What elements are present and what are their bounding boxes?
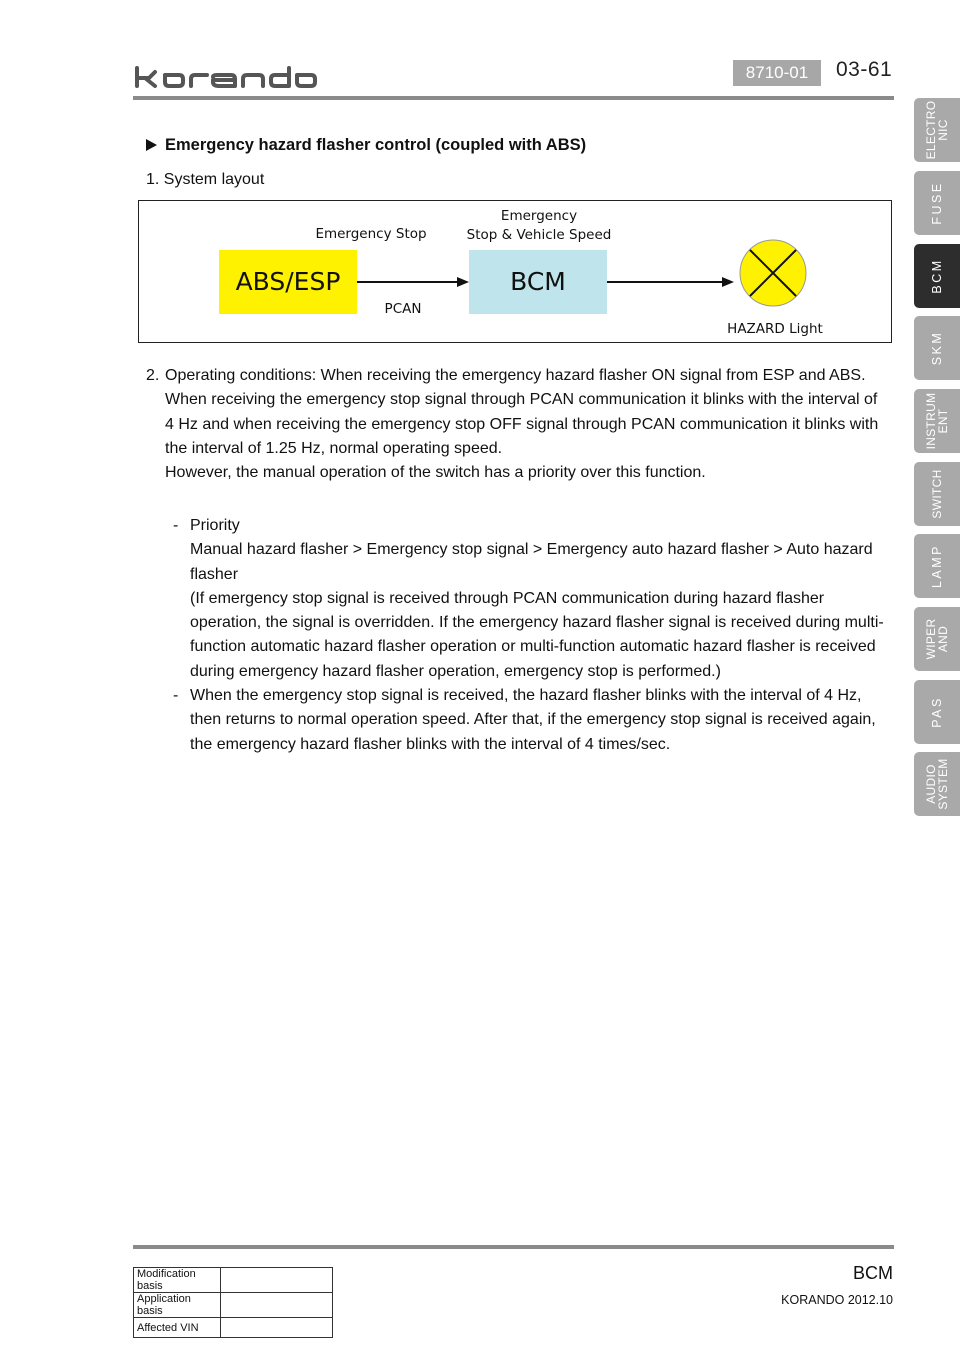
step-1-heading: 1. System layout	[146, 171, 265, 188]
section-title-text: Emergency hazard flasher control (coupled with ABS)	[165, 136, 587, 154]
page-number: 03-61	[836, 58, 893, 81]
header-divider	[133, 96, 894, 100]
svg-text:korando: korando	[133, 64, 137, 65]
tab-audio-system-label: AUDIO SYSTEM	[924, 758, 950, 810]
tab-pas[interactable]	[914, 680, 960, 744]
bullet-line: the emergency hazard flasher blinks with the interval of 4 times/sec.	[190, 735, 671, 753]
signal-2-line1-label: Emergency	[500, 208, 578, 224]
bullet-line: then returns to normal operation speed. After that, if the emergency stop signal is received again,	[190, 711, 876, 729]
doc-code-badge: 8710-01	[733, 60, 821, 86]
basis-key: Application basis	[134, 1293, 221, 1318]
hazard-light-label: HAZARD Light	[727, 321, 823, 337]
section-title	[146, 136, 586, 155]
triangle-bullet-icon	[146, 139, 157, 151]
step-2-line: However, the manual operation of the switch has a priority over this function.	[165, 464, 706, 482]
tab-fuse[interactable]	[914, 171, 960, 235]
tab-lamp[interactable]	[914, 534, 960, 598]
footer-section-name: BCM	[853, 1263, 893, 1283]
bullet-line: flasher	[190, 565, 239, 583]
bullet-item	[173, 514, 897, 684]
arrowhead-abs-to-bcm	[457, 277, 469, 287]
table-row	[134, 1268, 333, 1293]
korando-logo	[133, 64, 318, 90]
step-2-line: the interval of 1.25 Hz, normal operating speed.	[165, 439, 503, 457]
arrowhead-bcm-to-lamp	[722, 277, 734, 287]
footer-divider	[133, 1245, 894, 1249]
tab-bcm[interactable]	[914, 244, 960, 308]
tab-lamp-label: LAMP	[930, 543, 944, 589]
step-2-number: 2.	[146, 367, 160, 384]
tab-instrument[interactable]	[914, 389, 960, 453]
pcan-label: PCAN	[384, 301, 422, 317]
signal-2-line2-label: Stop & Vehicle Speed	[466, 227, 612, 243]
priority-bullets	[173, 514, 897, 757]
signal-emergency-stop-label: Emergency Stop	[315, 226, 427, 242]
step-2-line: 4 Hz and when receiving the emergency stop OFF signal through PCAN communication it blinks with	[165, 415, 879, 433]
bullet-dash: -	[173, 517, 179, 534]
step-2-line: Operating conditions: When receiving the emergency hazard flasher ON signal from ESP and ABS.	[165, 367, 866, 384]
basis-key: Modification basis	[134, 1268, 221, 1293]
footer-model: KORANDO 2012.10	[781, 1293, 893, 1307]
system-layout-diagram	[138, 200, 892, 343]
bullet-line: during emergency hazard flasher operation, emergency stop is performed.)	[190, 662, 721, 680]
bullet-line: (If emergency stop signal is received through PCAN communication during hazard flasher	[190, 589, 825, 607]
bullet-dash: -	[173, 687, 179, 705]
step-2-line: When receiving the emergency stop signal through PCAN communication it blinks with the interval of	[165, 391, 878, 409]
tab-wiper[interactable]	[914, 607, 960, 671]
table-row	[134, 1318, 333, 1338]
tab-pas-label: PAS	[930, 696, 944, 728]
revision-basis-table	[133, 1267, 333, 1338]
bullet-line: Priority	[190, 517, 240, 534]
tab-instrument-label: INSTRUM ENT	[924, 392, 950, 450]
step-2-paragraph	[146, 364, 896, 485]
bcm-box: BCM	[469, 250, 607, 314]
tab-skm[interactable]	[914, 316, 960, 380]
tab-wiper-label: WIPER AND	[924, 618, 950, 660]
diagram-connectors	[139, 201, 893, 344]
hazard-lamp-icon	[740, 240, 806, 306]
abs-esp-box: ABS/ESP	[219, 250, 357, 314]
bullet-line: operation, the signal is overridden. If the emergency hazard flasher signal is received during multi-	[190, 614, 884, 632]
basis-key: Affected VIN	[134, 1318, 221, 1338]
tab-bcm-label: BCM	[930, 258, 944, 294]
table-row	[134, 1293, 333, 1318]
tab-skm-label: SKM	[930, 330, 944, 366]
bullet-line: When the emergency stop signal is received, the hazard flasher blinks with the interval of 4 Hz,	[190, 687, 862, 705]
tab-switch[interactable]	[914, 462, 960, 526]
basis-value	[221, 1293, 333, 1318]
tab-switch-label: SWITCH	[930, 469, 944, 519]
basis-value	[221, 1318, 333, 1338]
tab-audio-system[interactable]	[914, 752, 960, 816]
basis-value	[221, 1268, 333, 1293]
tab-fuse-label: FUSE	[930, 181, 944, 225]
tab-electronic[interactable]	[914, 98, 960, 162]
bullet-item	[173, 684, 897, 757]
bullet-line: Manual hazard flasher > Emergency stop signal > Emergency auto hazard flasher > Auto hazard	[190, 541, 873, 559]
bullet-line: function automatic hazard flasher operation or multi-function automatic hazard flasher is received	[190, 638, 876, 656]
tab-electronic-label: ELECTRO NIC	[924, 100, 950, 160]
